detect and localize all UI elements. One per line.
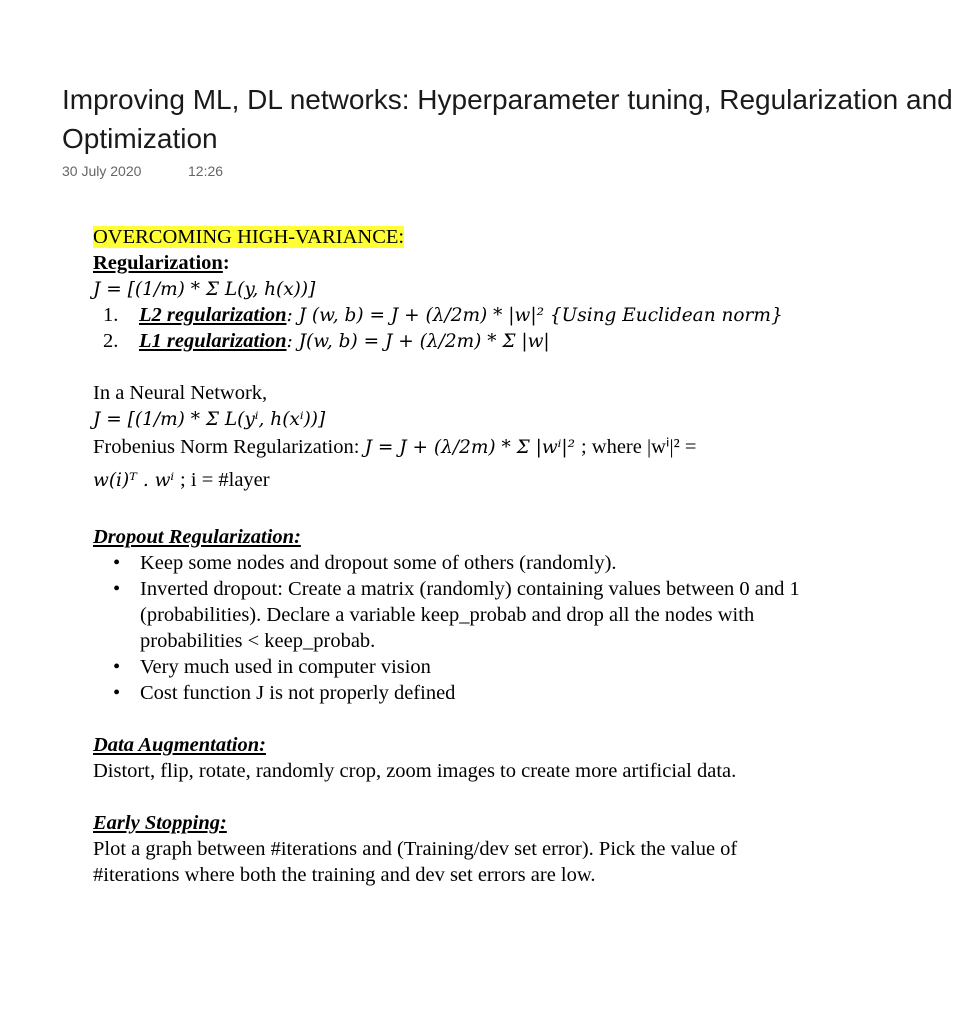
list-item [93,654,768,680]
dropout-list [93,550,800,706]
l2-label: L2 regularization [139,304,287,326]
l2-formula: : J (w, b) = J + (λ/2m) * |w|² {Using Euclidean norm} [286,305,783,326]
early-stopping-text: #iterations where both the training and dev set errors are low. [93,864,596,886]
frobenius-text: Frobenius Norm Regularization: [93,436,365,458]
frobenius-formula: J = J + (λ/2m) * Σ |wⁱ|² [364,437,581,458]
dropout-bullet-text: (probabilities). Declare a variable keep_probab and drop all the nodes with [140,604,755,626]
list-item [93,680,768,706]
dropout-bullet-text: Keep some nodes and dropout some of others (randomly). [140,552,617,574]
dropout-bullet-text: Cost function J is not properly defined [140,682,456,704]
nn-intro: In a Neural Network, [93,382,268,404]
page-time: 12:26 [188,163,224,179]
early-stopping-heading: Early Stopping: [93,812,227,834]
dropout-heading: Dropout Regularization: [93,526,301,548]
augmentation-text: Distort, flip, rotate, randomly crop, zoom images to create more artificial data. [93,760,737,782]
list-item [93,550,768,576]
l1-label: L1 regularization [139,330,287,352]
regularization-heading-line [93,250,768,276]
augmentation-heading: Data Augmentation: [93,734,266,756]
nn-formula: J = [(1/m) * Σ L(yⁱ, h(xⁱ))] [93,409,326,430]
list-item [93,576,800,654]
dropout-bullet-text: Inverted dropout: Create a matrix (randomly) containing values between 0 and 1 [140,578,800,600]
bullet: • [113,552,121,574]
early-stopping-text: Plot a graph between #iterations and (Training/dev set error). Pick the value of [93,838,738,860]
regularization-list [93,302,783,354]
layer-note: ; i = #layer [180,469,270,491]
bullet: • [113,578,121,600]
highlighted-heading: OVERCOMING HIGH-VARIANCE: [93,226,405,248]
dropout-bullet-text: Very much used in computer vision [140,656,431,678]
title-line-1: Improving ML, DL networks: Hyperparameter tuning, Regularization and [62,84,953,115]
l1-formula: : J(w, b) = J + (λ/2m) * Σ |w| [286,331,550,352]
regularization-colon: : [222,252,230,274]
frobenius-tail: ; where |wⁱ|² = [580,436,697,458]
regularization-heading: Regularization [93,252,223,274]
bullet: • [113,682,121,704]
list-item [93,302,783,328]
page-title [62,80,953,158]
list-item [93,328,768,354]
title-line-2: Optimization [62,123,218,154]
frobenius-line [93,432,768,462]
note-body [93,224,800,888]
frobenius-definition: w(i)ᵀ . wⁱ [93,470,181,491]
list-number: 1. [103,304,119,326]
cost-formula: J = [(1/m) * Σ L(y, h(x))] [93,279,316,300]
dropout-bullet-text: probabilities < keep_probab. [140,630,376,652]
page-date: 30 July 2020 [62,163,142,179]
list-number: 2. [103,330,119,352]
bullet: • [113,656,121,678]
